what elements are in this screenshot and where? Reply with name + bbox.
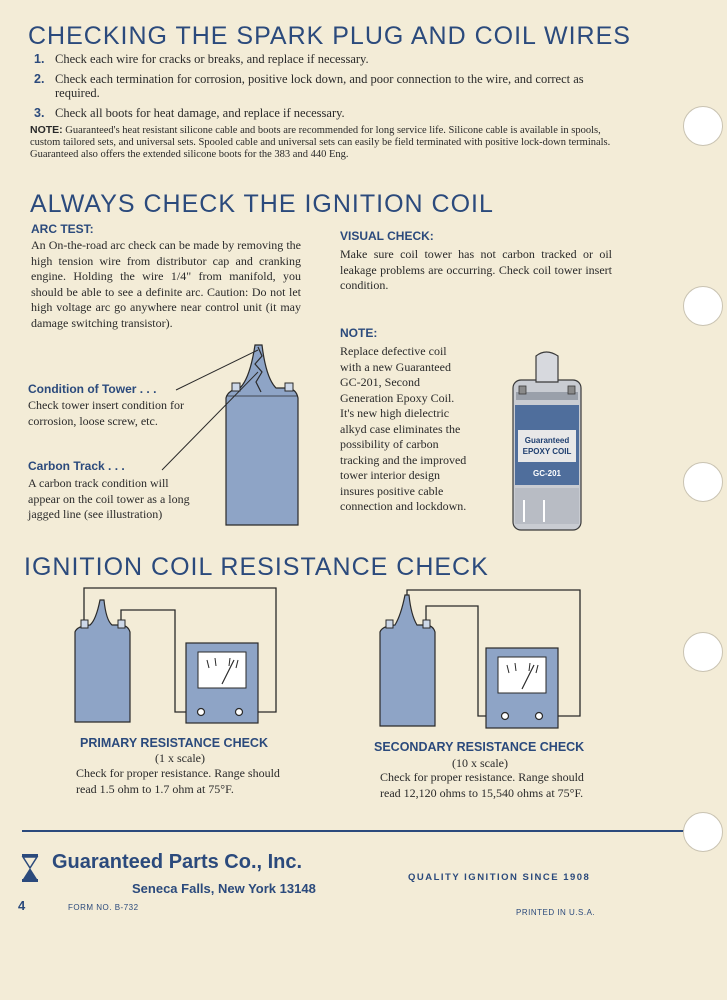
tower-condition-label: Condition of Tower . . . xyxy=(28,382,157,396)
coil-note-label: NOTE: xyxy=(340,326,378,340)
company-name: Guaranteed Parts Co., Inc. xyxy=(52,851,303,873)
visual-check-text: Make sure coil tower has not carbon tracked or oil leakage problems are occurring. Check coil tower insert condition. xyxy=(340,247,612,292)
primary-resistance-diagram xyxy=(75,588,276,723)
primary-check-text: Check for proper resistance. Range should read 1.5 ohm to 1.7 ohm at 75°F. xyxy=(76,766,280,796)
list-item: 2. Check each termination for corrosion, positive lock down, and poor connection to the wire, and correct as required. xyxy=(34,72,584,100)
carbon-track-label: Carbon Track . . . xyxy=(28,459,125,473)
arc-test-label: ARC TEST: xyxy=(31,222,94,236)
secondary-scale: (10 x scale) xyxy=(452,756,508,770)
secondary-resistance-diagram xyxy=(380,590,580,728)
secondary-check-title: SECONDARY RESISTANCE CHECK xyxy=(374,740,585,754)
printed-in: PRINTED IN U.S.A. xyxy=(516,908,596,917)
hourglass-icon xyxy=(22,854,38,882)
coil-note-text: Replace defective coil with a new Guaranteed GC-201, Second Generation Epoxy Coil. It's new high dielectric alkyd case eliminates the possibility of carbon tracking and the improved tower interior design insures positive cable connection and lockdown. xyxy=(340,344,467,513)
section-heading-ignition-coil: ALWAYS CHECK THE IGNITION COIL xyxy=(30,190,494,218)
company-address: Seneca Falls, New York 13148 xyxy=(132,881,316,896)
carbon-track-text: A carbon track condition will appear on the coil tower as a long jagged line (see illustration) xyxy=(28,476,190,521)
tower-condition-text: Check tower insert condition for corrosion, loose screw, etc. xyxy=(28,398,184,428)
coil-brand-label: Guaranteed xyxy=(524,436,570,445)
arc-test-text: An On-the-road arc check can be made by removing the high tension wire from distributor cap and cranking engine. Holding the wire 1/4" from manifold, you should be able to see a definite arc. Caution: Do not let high voltage arc go anywhere near control unit (it may damage switching transistor). xyxy=(31,238,301,330)
section-heading-spark-plug: CHECKING THE SPARK PLUG AND COIL WIRES xyxy=(28,22,631,50)
page-number: 4 xyxy=(18,898,26,913)
list-item: 1. Check each wire for cracks or breaks, and replace if necessary. xyxy=(34,52,369,66)
coil-model-label: GC-201 xyxy=(532,469,562,478)
form-number: FORM NO. B-732 xyxy=(68,903,139,912)
primary-check-title: PRIMARY RESISTANCE CHECK xyxy=(80,736,268,750)
secondary-check-text: Check for proper resistance. Range should read 12,120 ohms to 15,540 ohms at 75°F. xyxy=(380,770,584,800)
section-heading-resistance: IGNITION COIL RESISTANCE CHECK xyxy=(24,553,489,581)
carbon-track-coil-illustration xyxy=(162,345,298,525)
visual-check-label: VISUAL CHECK: xyxy=(340,229,434,243)
coil-name-label: EPOXY COIL xyxy=(522,447,572,456)
silicone-note: NOTE: Guaranteed's heat resistant silicone cable and boots are recommended for long service life. Silicone cable is available in spools, custom tailored sets, and universal sets. Spooled cable and universal sets can easily be field terminated with positive lock-down terminals. Guaranteed also offers the extended silicone boots for the 383 and 440 Eng. xyxy=(30,124,611,160)
company-tagline: QUALITY IGNITION SINCE 1908 xyxy=(408,872,591,883)
primary-scale: (1 x scale) xyxy=(155,751,205,765)
list-item: 3. Check all boots for heat damage, and replace if necessary. xyxy=(34,106,345,120)
